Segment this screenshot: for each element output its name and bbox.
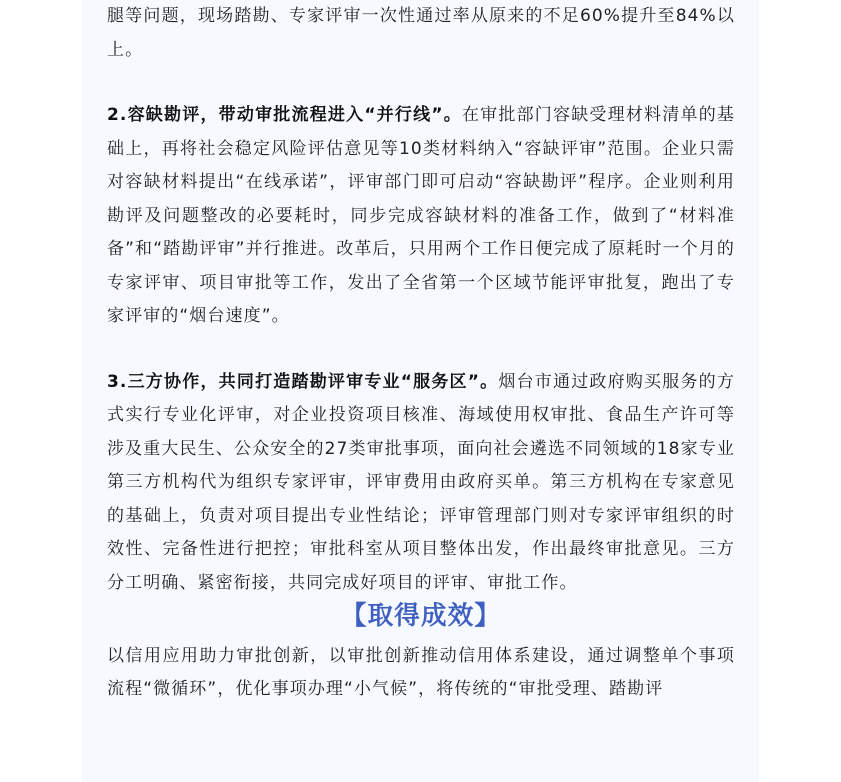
paragraph-2: [107, 99, 735, 334]
paragraph-3: [107, 366, 735, 601]
paragraph-4: 以信用应用助力审批创新，以审批创新推动信用体系建设，通过调整单个事项流程“微循环”，优化事项办理“小气候”，将传统的“审批受理、踏勘评: [107, 645, 735, 699]
paragraph-3-body: 烟台市通过政府购买服务的方式实行专业化评审，对企业投资项目核准、海域使用权审批、食品生产许可等涉及重大民生、公众安全的27类审批事项，面向社会遴选不同领域的18家专业第三方机构代为组织专家评审，评审费用由政府买单。第三方机构在专家意见的基础上，负责对项目提出专业性结论；评审管理部门则对专家评审组织的时效性、完备性进行把控；审批科室从项目整体出发，作出最终审批意见。三方分工明确、紧密衔接，共同完成好项目的评审、审批工作。: [107, 371, 735, 593]
section-title: 【取得成效】: [340, 601, 502, 631]
paragraph-2-body: 在审批部门容缺受理材料清单的基础上，再将社会稳定风险评估意见等10类材料纳入“容缺评审”范围。企业只需对容缺材料提出“在线承诺”，评审部门即可启动“容缺勘评”程序。企业则利用勘评及问题整改的必要耗时，同步完成容缺材料的准备工作，做到了“材料准备”和“踏勘评审”并行推进。改革后，只用两个工作日便完成了原耗时一个月的专家评审、项目审批等工作，发出了全省第一个区域节能评审批复，跑出了专家评审的“烟台速度”。: [107, 105, 736, 326]
article-content: [107, 0, 735, 707]
paragraph-3-heading: 3.三方协作，共同打造踏勘评审专业“服务区”。: [107, 371, 499, 392]
paragraph-1: 腿等问题，现场踏勘、专家评审一次性通过率从原来的不足60%提升至84%以上。: [107, 6, 735, 60]
paragraph-2-heading: 2.容缺勘评，带动审批流程进入“并行线”。: [107, 105, 462, 125]
